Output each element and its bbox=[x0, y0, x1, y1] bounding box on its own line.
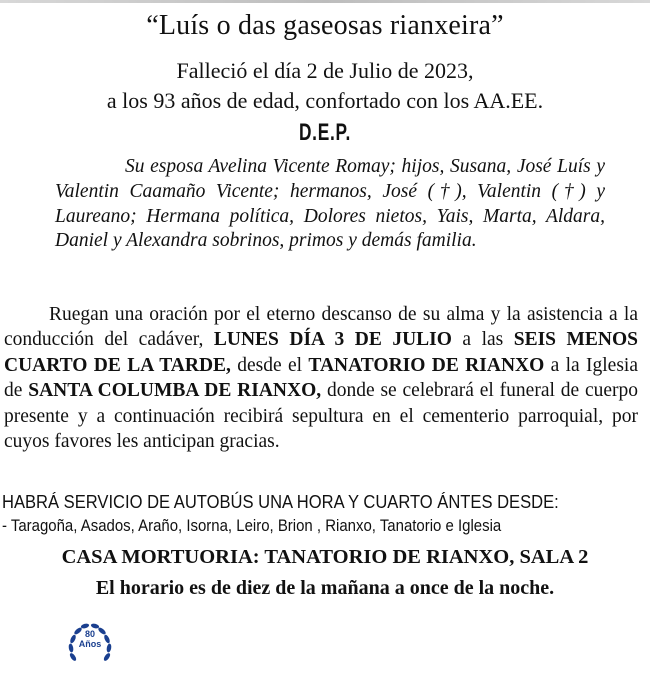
emblem-number: 80 bbox=[84, 629, 95, 639]
age-line: a los 93 años de edad, confortado con los AA.EE. bbox=[106, 88, 544, 113]
dep-heading: D.E.P. bbox=[298, 119, 352, 146]
top-rule bbox=[0, 0, 650, 3]
request-text: a la Iglesia de bbox=[4, 354, 638, 402]
departure-place: TANATORIO DE RIANXO bbox=[308, 354, 545, 376]
request-text: desde el bbox=[230, 354, 309, 376]
bus-service-title: HABRÁ SERVICIO DE AUTOBÚS UNA HORA Y CUARTO ÁNTES DESDE: bbox=[2, 492, 559, 512]
visiting-hours: El horario es de diez de la mañana a once de la noche. bbox=[95, 577, 555, 599]
request-text: Ruegan una oración por el eterno descanso de su alma y la asistencia a la conducción del cadáver, bbox=[4, 304, 638, 351]
church-name: SANTA COLUMBA DE RIANXO, bbox=[28, 380, 322, 402]
request-text: donde se celebrará el funeral de cuerpo presente y a continuación recibirá sepultura en el cementerio parroquial, por cuyos favores les anticipan gracias. bbox=[4, 380, 639, 453]
bus-route: - Taragoña, Asados, Araño, Isorna, Leiro, Brion , Rianxo, Tanatorio e Iglesia bbox=[2, 516, 502, 535]
family-paragraph: Su esposa Avelina Vicente Romay; hijos, Susana, José Luís y Valentin Caamaño Vicente; hermanos, José (†), Valentin (†) y Laureano; Hermana política, Dolores nietos, Yais, Marta, Aldara, Daniel y Alexandra sobrinos, primos y demás familia. bbox=[55, 156, 605, 252]
death-date-line: Falleció el día 2 de Julio de 2023, bbox=[176, 58, 474, 83]
mortuary-location: CASA MORTUORIA: TANATORIO DE RIANXO, SALA 2 bbox=[61, 546, 589, 568]
deceased-nickname: “Luís o das gaseosas rianxeira” bbox=[146, 10, 504, 41]
emblem-word: Años bbox=[78, 639, 102, 649]
funeral-time: SEIS MENOS CUARTO DE LA TARDE, bbox=[4, 329, 638, 376]
funeral-date: LUNES DÍA 3 DE JULIO bbox=[213, 329, 452, 351]
request-text: a las bbox=[451, 329, 514, 351]
funeral-request-paragraph bbox=[4, 302, 638, 454]
